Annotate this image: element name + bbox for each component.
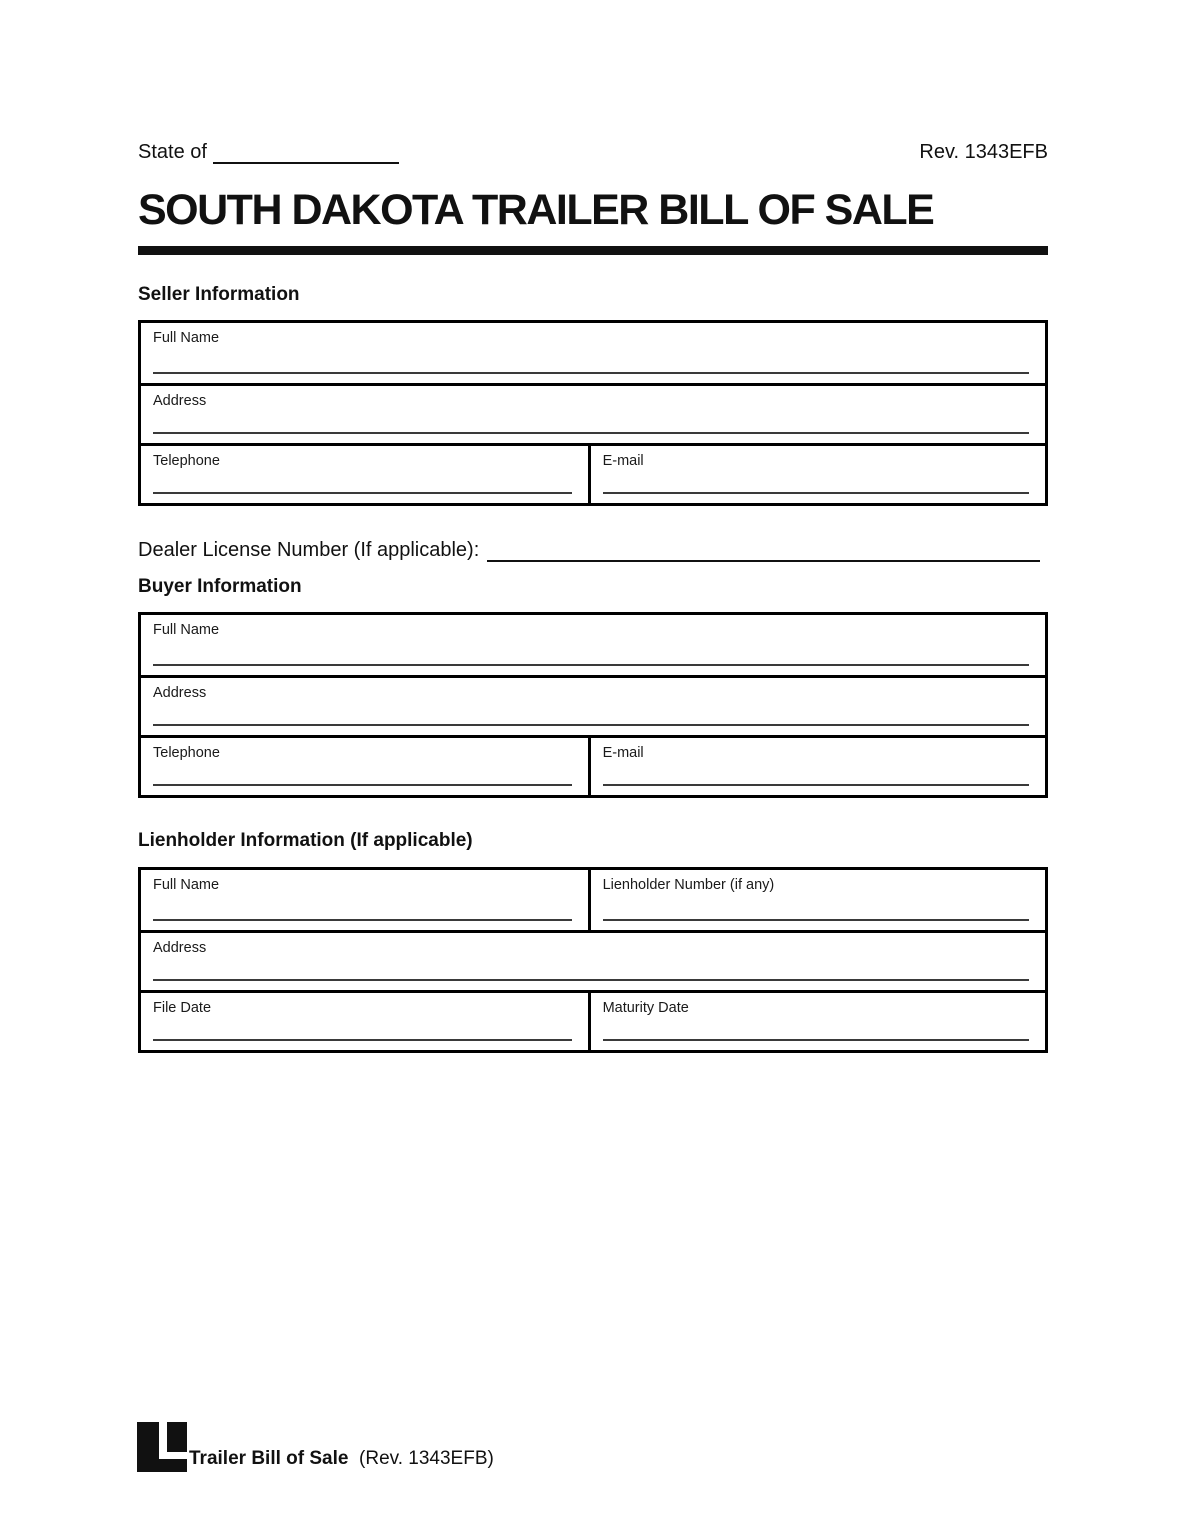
lienholder-file-date-line[interactable] — [153, 1039, 572, 1041]
seller-full-name-cell — [141, 323, 1045, 383]
buyer-email-line[interactable] — [603, 784, 1029, 786]
buyer-address-cell — [141, 678, 1045, 735]
dealer-license-blank-line[interactable] — [487, 538, 1040, 562]
legal-templates-logo-icon — [137, 1422, 187, 1472]
buyer-full-name-cell — [141, 615, 1045, 675]
lienholder-full-name-label: Full Name — [153, 877, 220, 893]
lienholder-file-date-cell — [141, 993, 588, 1050]
lienholder-address-row — [141, 930, 1045, 990]
buyer-email-cell — [588, 738, 1045, 795]
buyer-email-label: E-mail — [602, 745, 644, 761]
state-of-field — [138, 140, 399, 164]
lienholder-full-name-cell — [141, 870, 588, 930]
dealer-license-field — [138, 538, 1048, 562]
document-footer — [137, 1422, 494, 1472]
seller-address-label: Address — [153, 393, 207, 409]
lienholder-full-name-line[interactable] — [153, 919, 572, 921]
lienholder-maturity-date-line[interactable] — [603, 1039, 1029, 1041]
lienholder-number-label: Lienholder Number (if any) — [602, 877, 775, 893]
buyer-full-name-line[interactable] — [153, 664, 1029, 666]
lienholder-info-box — [138, 867, 1048, 1053]
dealer-license-label: Dealer License Number (If applicable): — [138, 539, 480, 561]
buyer-section-heading: Buyer Information — [138, 576, 302, 597]
lienholder-file-date-label: File Date — [153, 1000, 212, 1016]
buyer-contact-row — [141, 735, 1045, 795]
seller-address-cell — [141, 386, 1045, 443]
state-of-label: State of — [138, 141, 207, 163]
seller-telephone-cell — [141, 446, 588, 503]
footer-rev-label: (Rev. 1343EFB) — [359, 1448, 494, 1469]
state-of-blank-line[interactable] — [213, 140, 399, 164]
buyer-info-box — [138, 612, 1048, 798]
lienholder-section-heading: Lienholder Information (If applicable) — [138, 830, 473, 851]
lienholder-address-cell — [141, 933, 1045, 990]
page-title: SOUTH DAKOTA TRAILER BILL OF SALE — [138, 186, 934, 234]
lienholder-name-number-row — [141, 870, 1045, 930]
seller-telephone-line[interactable] — [153, 492, 572, 494]
buyer-address-label: Address — [153, 685, 207, 701]
seller-address-row — [141, 383, 1045, 443]
footer-text — [189, 1448, 494, 1472]
seller-email-line[interactable] — [603, 492, 1029, 494]
buyer-telephone-label: Telephone — [153, 745, 220, 761]
footer-doc-name: Trailer Bill of Sale — [189, 1448, 349, 1469]
lienholder-maturity-date-cell — [588, 993, 1045, 1050]
revision-label: Rev. 1343EFB — [919, 141, 1048, 163]
buyer-telephone-cell — [141, 738, 588, 795]
seller-email-cell — [588, 446, 1045, 503]
seller-full-name-line[interactable] — [153, 372, 1029, 374]
seller-address-line[interactable] — [153, 432, 1029, 434]
seller-full-name-label: Full Name — [153, 330, 220, 346]
seller-section-heading: Seller Information — [138, 284, 300, 305]
seller-telephone-label: Telephone — [153, 453, 220, 469]
document-header — [138, 140, 1048, 164]
lienholder-dates-row — [141, 990, 1045, 1050]
lienholder-maturity-date-label: Maturity Date — [602, 1000, 689, 1016]
buyer-telephone-line[interactable] — [153, 784, 572, 786]
buyer-full-name-label: Full Name — [153, 622, 220, 638]
seller-contact-row — [141, 443, 1045, 503]
seller-full-name-row — [141, 323, 1045, 383]
lienholder-number-line[interactable] — [603, 919, 1029, 921]
lienholder-address-label: Address — [153, 940, 207, 956]
buyer-full-name-row — [141, 615, 1045, 675]
lienholder-address-line[interactable] — [153, 979, 1029, 981]
lienholder-number-cell — [588, 870, 1045, 930]
title-double-rule — [138, 246, 1048, 255]
seller-email-label: E-mail — [602, 453, 644, 469]
seller-info-box — [138, 320, 1048, 506]
buyer-address-row — [141, 675, 1045, 735]
buyer-address-line[interactable] — [153, 724, 1029, 726]
